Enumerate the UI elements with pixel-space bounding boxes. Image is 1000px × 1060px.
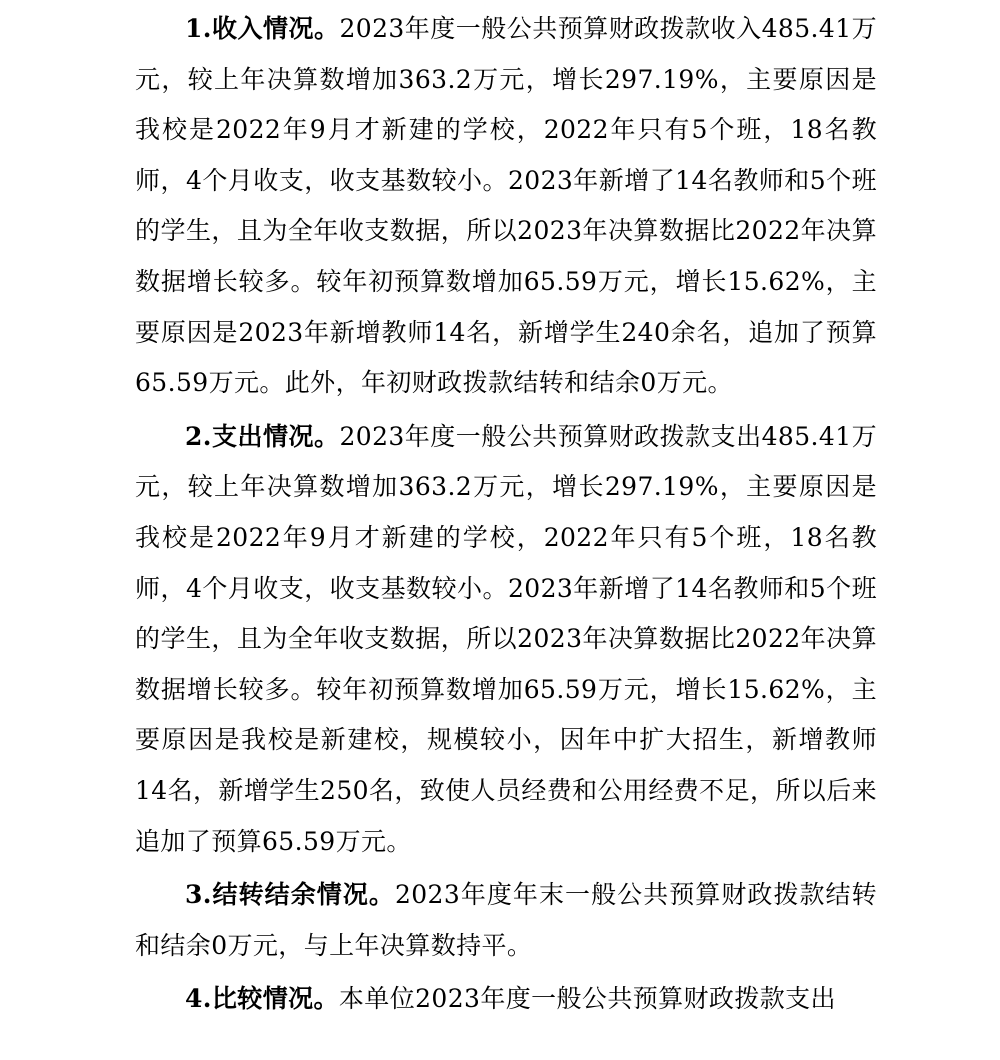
text-comparison: 本单位2023年度一般公共预算财政拨款支出 <box>338 984 836 1014</box>
text-income: 2023年度一般公共预算财政拨款收入485.41万元，较上年决算数增加363.2万元，增长297.19%，主要原因是我校是2022年9月才新建的学校，2022年只有5个班，18名教师，4个月收支，收支基数较小。2023年新增了14名教师和5个班的学生，且为全年收支数据，所以2023年决算数据比2022年决算数据增长较多。较年初预算数增加65.59万元，增长15.62%，主要原因是2023年新增教师14名，新增学生240余名，追加了预算65.59万元。此外，年初财政拨款结转和结余0万元。 <box>135 14 877 398</box>
heading-expenditure: 2.支出情况。 <box>185 421 340 451</box>
paragraph-comparison <box>135 974 877 1025</box>
paragraph-income <box>135 0 877 409</box>
document-page <box>135 0 877 1025</box>
text-carryover: 2023年度年末一般公共预算财政拨款结转和结余0万元，与上年决算数持平。 <box>135 880 878 960</box>
heading-comparison: 4.比较情况。 <box>185 984 339 1014</box>
paragraph-carryover <box>135 870 877 971</box>
text-expenditure: 2023年度一般公共预算财政拨款支出485.41万元，较上年决算数增加363.2万元，增长297.19%，主要原因是我校是2022年9月才新建的学校，2022年只有5个班，18名教师，4个月收支，收支基数较小。2023年新增了14名教师和5个班的学生，且为全年收支数据，所以2023年决算数据比2022年决算数据增长较多。较年初预算数增加65.59万元，增长15.62%，主要原因是我校是新建校，规模较小，因年中扩大招生，新增教师14名，新增学生250名，致使人员经费和公用经费不足，所以后来追加了预算65.59万元。 <box>135 421 877 856</box>
paragraph-expenditure <box>135 412 877 867</box>
heading-income: 1.收入情况。 <box>185 14 340 43</box>
heading-carryover: 3.结转结余情况。 <box>185 880 395 910</box>
